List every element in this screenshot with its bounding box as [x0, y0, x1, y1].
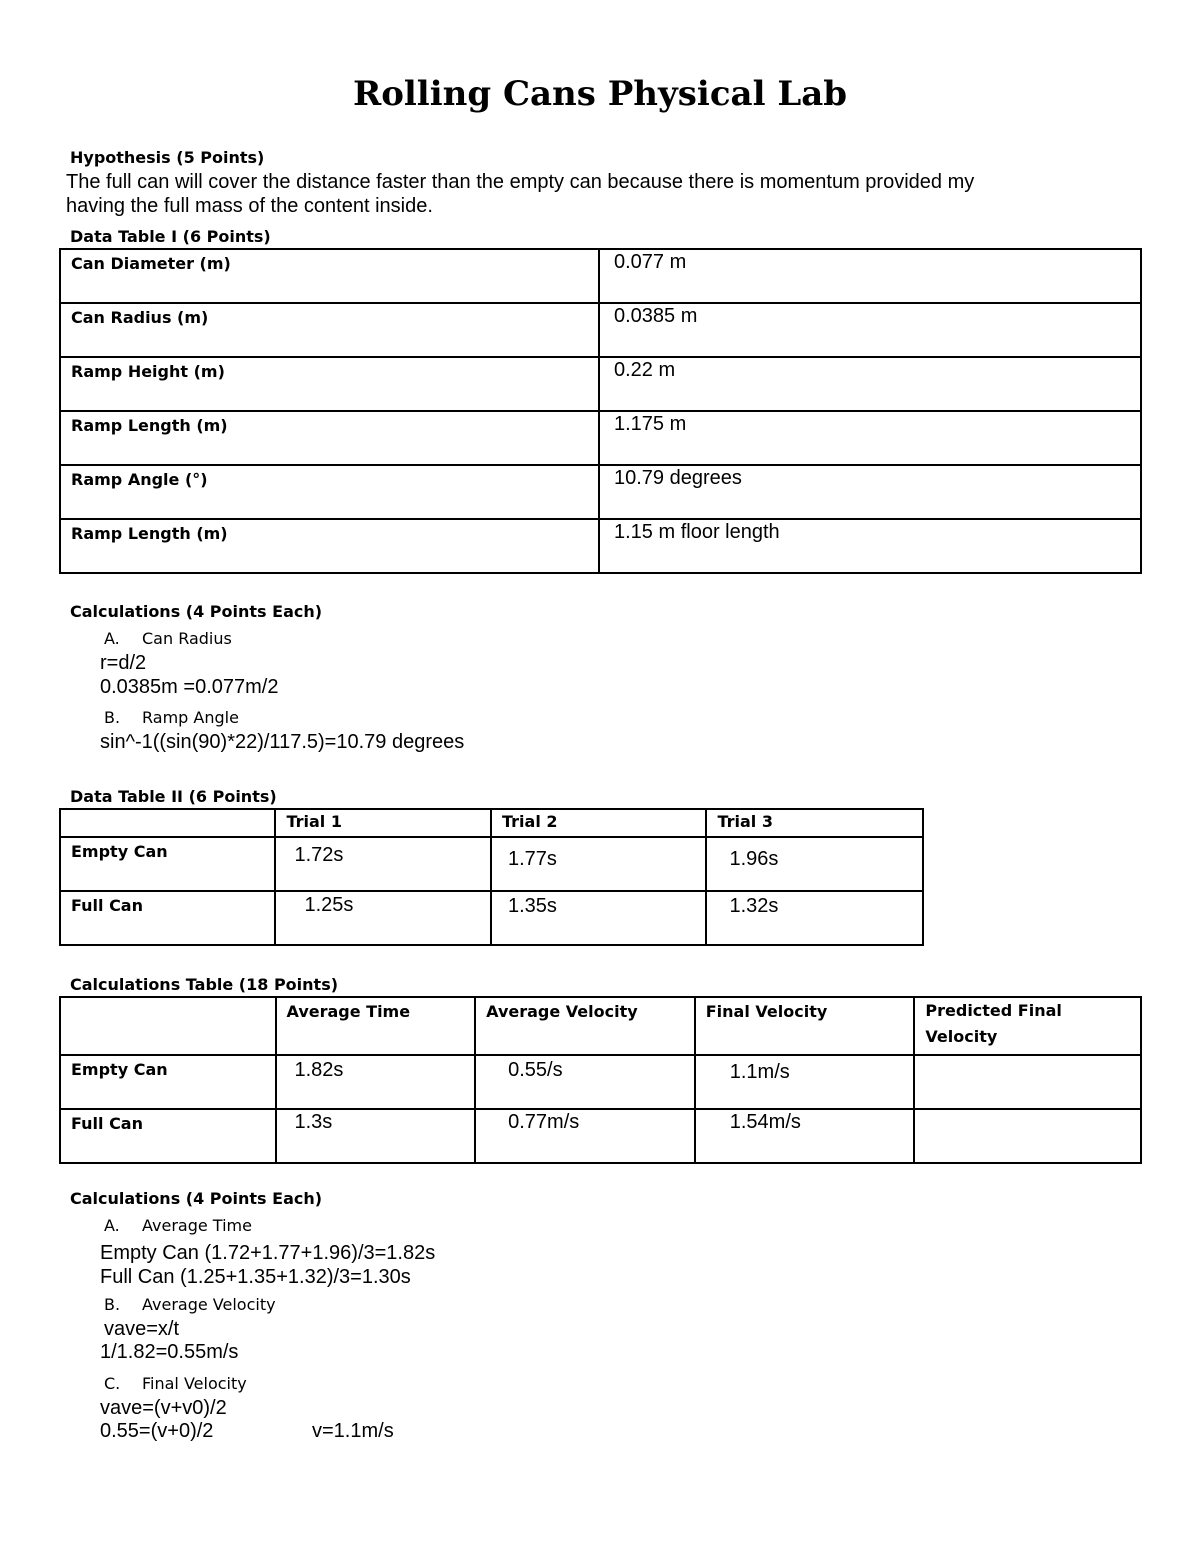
header-cell: Average Velocity — [475, 997, 695, 1055]
data-table-1 — [59, 248, 1142, 574]
cell — [914, 1109, 1141, 1163]
calculations-table — [59, 996, 1142, 1164]
calc-b-line-1: sin^-1((sin(90)*22)/117.5)=10.79 degrees — [100, 731, 465, 753]
cell: 1.82s — [276, 1055, 476, 1109]
calc2-b-line-1: vave=x/t — [104, 1318, 180, 1340]
header-cell-line-1: Predicted Final — [925, 1001, 1062, 1020]
calc2-b-label: Average Velocity — [142, 1295, 276, 1314]
row-label: Ramp Length (m) — [60, 411, 599, 465]
row-value: 0.077 m — [599, 249, 1141, 303]
calc2-c-label: Final Velocity — [142, 1374, 247, 1393]
calc2-c-line-2b: v=1.1m/s — [312, 1420, 394, 1442]
hypothesis-heading: Hypothesis (5 Points) — [70, 148, 265, 167]
table-row — [60, 837, 923, 891]
page-title: Rolling Cans Physical Lab — [352, 74, 848, 114]
table-row — [60, 519, 1141, 573]
calc-a-line-2: 0.0385m =0.077m/2 — [100, 676, 279, 698]
calc-a-label: Can Radius — [142, 629, 232, 648]
calc2-a-line-1: Empty Can (1.72+1.77+1.96)/3=1.82s — [100, 1242, 436, 1264]
cell: 1.54m/s — [695, 1109, 915, 1163]
table-row — [60, 1055, 1141, 1109]
data-table-2-heading: Data Table II (6 Points) — [70, 787, 277, 806]
header-cell: Trial 2 — [491, 809, 706, 837]
calc-b-label: Ramp Angle — [142, 708, 239, 727]
row-label: Empty Can — [60, 1055, 276, 1109]
hypothesis-text-line-2: having the full mass of the content inside. — [66, 195, 433, 217]
table-row — [60, 303, 1141, 357]
calc2-c-line-1: vave=(v+v0)/2 — [100, 1397, 227, 1419]
row-label: Ramp Angle (°) — [60, 465, 599, 519]
calc2-c-line-2a: 0.55=(v+0)/2 — [100, 1420, 214, 1442]
cell: 1.77s — [491, 837, 706, 891]
cell: 1.25s — [275, 891, 491, 945]
row-value: 0.0385 m — [599, 303, 1141, 357]
data-table-2 — [59, 808, 924, 946]
table-header-row — [60, 809, 923, 837]
cell: 1.96s — [706, 837, 923, 891]
calculations-1-heading: Calculations (4 Points Each) — [70, 602, 323, 621]
cell: 1.3s — [276, 1109, 476, 1163]
calc2-b-marker: B. — [104, 1295, 121, 1314]
header-cell-line-2: Velocity — [925, 1027, 998, 1046]
row-label: Can Diameter (m) — [60, 249, 599, 303]
hypothesis-text-line-1: The full can will cover the distance faster than the empty can because there is momentum provided my — [66, 171, 975, 193]
header-cell: Trial 3 — [706, 809, 923, 837]
table-row — [60, 465, 1141, 519]
cell: 1.32s — [706, 891, 923, 945]
calc-a-line-1: r=d/2 — [100, 652, 147, 674]
header-cell — [914, 997, 1141, 1055]
row-value: 1.15 m floor length — [599, 519, 1141, 573]
calc-a-marker: A. — [104, 629, 120, 648]
table-row — [60, 357, 1141, 411]
header-cell: Final Velocity — [695, 997, 915, 1055]
row-label: Empty Can — [60, 837, 275, 891]
header-cell — [60, 997, 276, 1055]
calc2-a-label: Average Time — [142, 1216, 252, 1235]
calc-b-marker: B. — [104, 708, 121, 727]
row-label: Ramp Length (m) — [60, 519, 599, 573]
cell: 1.35s — [491, 891, 706, 945]
cell: 1.1m/s — [695, 1055, 915, 1109]
row-label: Full Can — [60, 1109, 276, 1163]
calc2-c-marker: C. — [104, 1374, 121, 1393]
calc2-b-line-2: 1/1.82=0.55m/s — [100, 1341, 239, 1363]
calculations-2-heading: Calculations (4 Points Each) — [70, 1189, 323, 1208]
table-row — [60, 411, 1141, 465]
cell: 0.55/s — [475, 1055, 695, 1109]
row-label: Ramp Height (m) — [60, 357, 599, 411]
row-label: Full Can — [60, 891, 275, 945]
table-row — [60, 891, 923, 945]
data-table-1-heading: Data Table I (6 Points) — [70, 227, 271, 246]
row-label: Can Radius (m) — [60, 303, 599, 357]
cell: 0.77m/s — [475, 1109, 695, 1163]
cell — [914, 1055, 1141, 1109]
row-value: 0.22 m — [599, 357, 1141, 411]
table-header-row — [60, 997, 1141, 1055]
row-value: 1.175 m — [599, 411, 1141, 465]
row-value: 10.79 degrees — [599, 465, 1141, 519]
table-row — [60, 1109, 1141, 1163]
header-cell: Trial 1 — [275, 809, 491, 837]
cell: 1.72s — [275, 837, 491, 891]
header-cell — [60, 809, 275, 837]
calculations-table-heading: Calculations Table (18 Points) — [70, 975, 339, 994]
header-cell: Average Time — [276, 997, 476, 1055]
calc2-a-line-2: Full Can (1.25+1.35+1.32)/3=1.30s — [100, 1266, 411, 1288]
table-row — [60, 249, 1141, 303]
calc2-a-marker: A. — [104, 1216, 120, 1235]
